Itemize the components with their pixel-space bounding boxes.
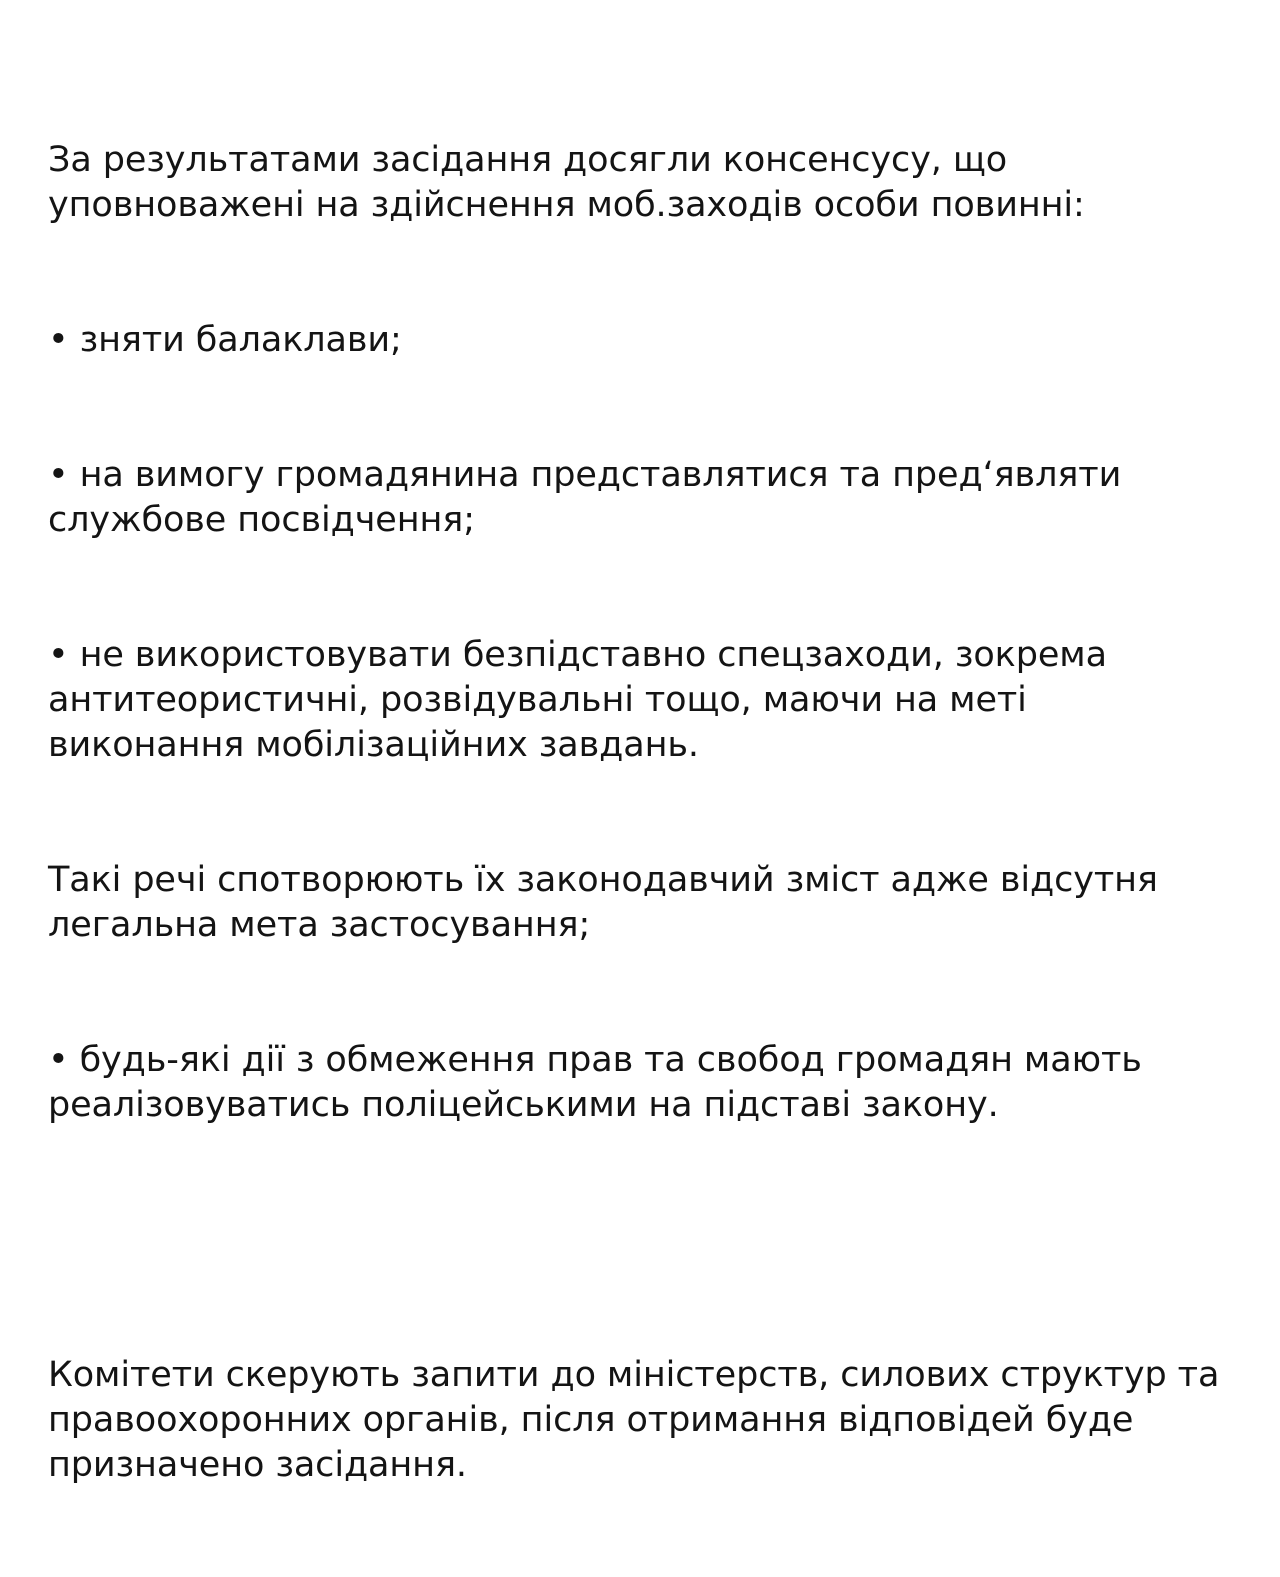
- paragraph-note: Такі речі спотворюють їх законодавчий зміст адже відсутня легальна мета застосування;: [48, 859, 1169, 945]
- document-body: [48, 48, 1231, 1577]
- paragraph-intro: За результатами засідання досягли консенсусу, що уповноважені на здійснення моб.заходів особи повинні:: [48, 139, 1085, 225]
- paragraph-gap: [48, 1218, 1228, 1263]
- paragraph-bullet-2: • на вимогу громадянина представлятися та пред‘являти службове посвідчення;: [48, 454, 1133, 540]
- paragraph-bullet-3: • не використовувати безпідставно спецзаходи, зокрема антитеористичні, розвідувальні тощо, маючи на меті виконання мобілізаційних завдань.: [48, 634, 1118, 765]
- paragraph-bullet-1: • зняти балаклави;: [48, 319, 402, 360]
- paragraph-closing: Комітети скерують запити до міністерств, силових структур та правоохоронних органів, після отримання відповідей буде призначено засідання.: [48, 1354, 1231, 1485]
- paragraph-bullet-4: • будь-які дії з обмеження прав та свобод громадян мають реалізовуватись поліцейськими на підставі закону.: [48, 1039, 1153, 1125]
